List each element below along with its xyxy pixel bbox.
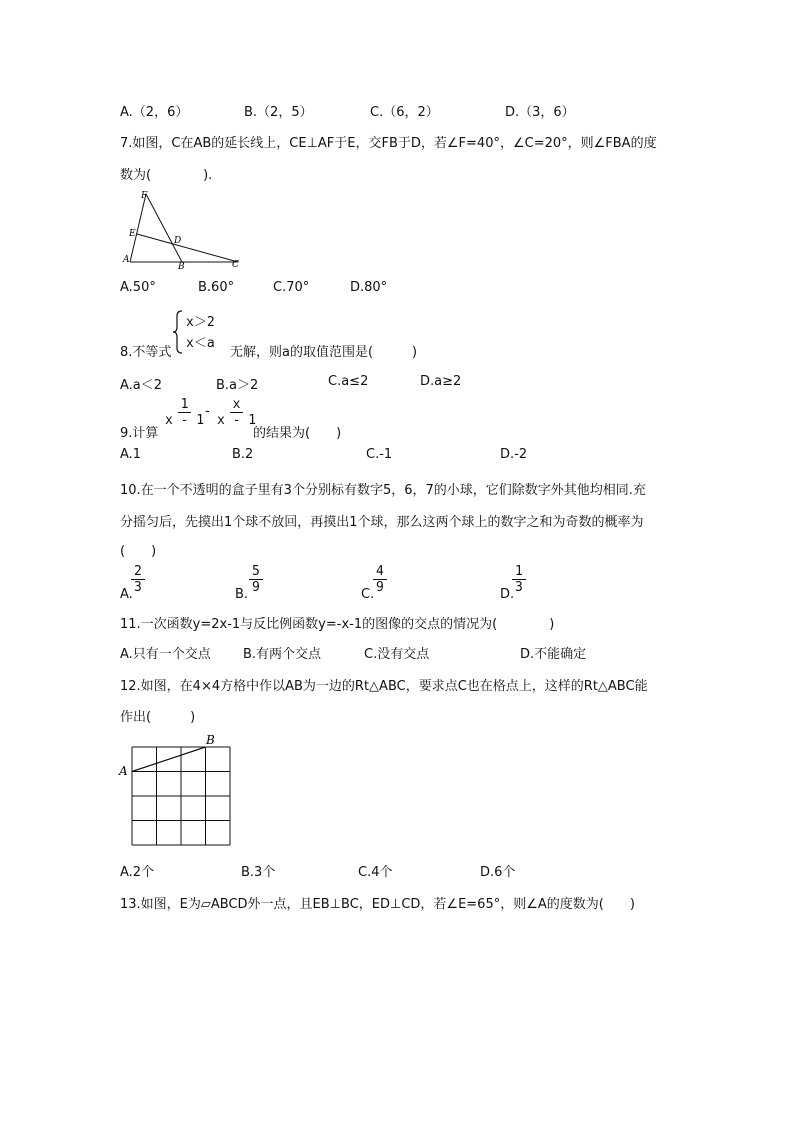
q10-option-c-num: 4 xyxy=(373,564,387,580)
q11-option-c: C.没有交点 xyxy=(364,647,430,662)
q8-option-b: B.a＞2 xyxy=(216,378,259,393)
q10-option-d-letter: D. xyxy=(500,587,515,602)
q6-option-d: D.（3，6） xyxy=(505,105,575,120)
q7-label-d: D xyxy=(174,236,182,246)
q10-option-c-letter: C. xyxy=(361,587,375,602)
q12-segment-ab xyxy=(132,747,206,772)
q7-line-fb xyxy=(146,194,182,262)
q8-ineq-1: x＞2 xyxy=(186,315,215,330)
q6-option-c: C.（6，2） xyxy=(370,105,439,120)
q8-option-d: D.a≥2 xyxy=(420,374,462,389)
q10-option-a-letter: A. xyxy=(120,587,133,602)
q10-stem-line2: 分摇匀后，先摸出1个球不放回，再摸出1个球，那么这两个球上的数字之和为奇数的概率为 xyxy=(120,515,644,530)
q8-ineq-2: x＜a xyxy=(186,336,215,351)
q10-option-a-den: 3 xyxy=(134,580,142,595)
q7-label-a: A xyxy=(123,255,130,265)
q9-option-d: D.-2 xyxy=(500,447,528,462)
q8-suffix: 无解，则a的取值范围是( ) xyxy=(230,345,418,360)
q8-option-a: A.a＜2 xyxy=(120,378,163,393)
q12-option-a: A.2个 xyxy=(120,865,155,880)
q7-stem-line2: 数为( ). xyxy=(120,168,213,183)
q6-option-b: B.（2，5） xyxy=(244,105,313,120)
q12-label-b: B xyxy=(206,733,215,747)
q12-stem-line1: 12.如图，在4×4方格中作以AB为一边的Rt△ABC，要求点C也在格点上，这样的Rt△ABC能 xyxy=(120,679,648,694)
q12-grid-figure xyxy=(118,730,236,850)
q12-grid-lines xyxy=(132,747,230,845)
q9-option-a: A.1 xyxy=(120,447,142,462)
q10-option-b-den: 9 xyxy=(252,580,260,595)
q10-option-b-fraction xyxy=(249,564,263,595)
q9-fraction-1 xyxy=(162,397,207,428)
q9-fraction-2-num: x xyxy=(230,397,244,413)
q12-stem-line2: 作出( ) xyxy=(120,710,196,725)
q10-option-b-letter: B. xyxy=(235,587,249,602)
q9-prefix: 9.计算 xyxy=(120,426,159,441)
q7-line-af xyxy=(130,194,146,262)
q9-fraction-1-num: 1 xyxy=(178,397,192,413)
q7-label-f: F xyxy=(141,191,148,201)
q7-option-d: D.80° xyxy=(350,280,388,295)
q7-option-c: C.70° xyxy=(273,280,310,295)
q10-option-c-fraction xyxy=(373,564,387,595)
q7-label-b: B xyxy=(178,262,185,270)
q10-stem-line1: 10.在一个不透明的盒子里有3个分别标有数字5，6，7的小球，它们除数字外其他均相同.充 xyxy=(120,483,646,498)
q9-fraction-2-den: x - 1 xyxy=(217,413,257,428)
q12-label-a: A xyxy=(119,764,128,778)
q11-option-a: A.只有一个交点 xyxy=(120,647,211,662)
q10-option-a-num: 2 xyxy=(131,564,145,580)
q12-option-c: C.4个 xyxy=(358,865,393,880)
q12-option-d: D.6个 xyxy=(480,865,516,880)
q7-option-a: A.50° xyxy=(120,280,156,295)
q13-stem: 13.如图，E为▱ABCD外一点，且EB⊥BC，ED⊥CD，若∠E=65°，则∠A的度数为( ) xyxy=(120,897,635,912)
q11-option-b: B.有两个交点 xyxy=(243,647,322,662)
q10-option-d-num: 1 xyxy=(512,564,526,580)
q8-brace xyxy=(173,310,183,354)
q7-label-c: C xyxy=(232,260,239,270)
q9-option-b: B.2 xyxy=(232,447,254,462)
q10-option-a-fraction xyxy=(131,564,145,595)
q8-prefix: 8.不等式 xyxy=(120,345,172,360)
q9-minus: - xyxy=(205,404,210,419)
q10-option-c-den: 9 xyxy=(376,580,384,595)
q9-suffix: 的结果为( ) xyxy=(253,426,342,441)
q7-label-e: E xyxy=(129,229,136,239)
q7-line-ec xyxy=(137,234,238,262)
q12-option-b: B.3个 xyxy=(241,865,276,880)
q10-stem-line3: ( ) xyxy=(120,544,157,559)
q10-option-d-fraction xyxy=(512,564,526,595)
q11-stem: 11.一次函数y=2x-1与反比例函数y=-x-1的图像的交点的情况为( ) xyxy=(120,617,555,632)
q7-option-b: B.60° xyxy=(198,280,235,295)
q9-option-c: C.-1 xyxy=(366,447,393,462)
q7-triangle-figure xyxy=(120,188,250,270)
q6-option-a: A.（2，6） xyxy=(120,105,189,120)
q8-option-c: C.a≤2 xyxy=(328,374,369,389)
q10-option-d-den: 3 xyxy=(515,580,523,595)
q7-stem-line1: 7.如图，C在AB的延长线上，CE⊥AF于E，交FB于D，若∠F=40°，∠C=20°，则∠FBA的度 xyxy=(120,136,657,151)
q11-option-d: D.不能确定 xyxy=(520,647,587,662)
q9-fraction-1-den: x - 1 xyxy=(165,413,205,428)
q10-option-b-num: 5 xyxy=(249,564,263,580)
